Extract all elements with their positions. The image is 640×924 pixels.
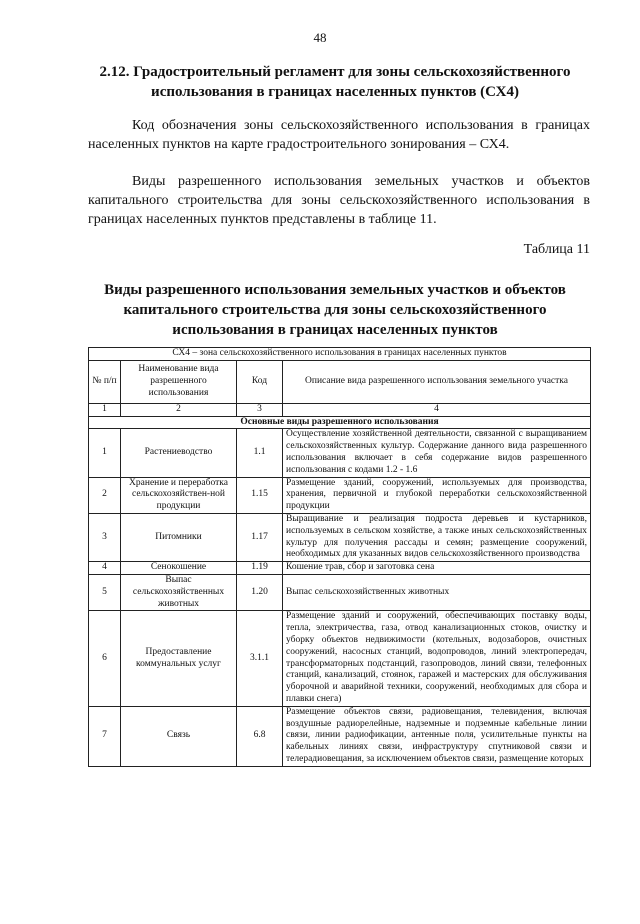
column-number: 1 [89, 403, 121, 416]
row-code: 6.8 [237, 706, 283, 766]
paragraph-allowed-uses: Виды разрешенного использования земельных участков и объектов капитального строительства для зоны сельскохозяйственного использования в границах населенных пунктов представлены в таблице 11. [88, 174, 590, 227]
row-num: 4 [89, 562, 121, 575]
row-code: 1.17 [237, 513, 283, 561]
table-row [89, 611, 591, 706]
table-row [89, 562, 591, 575]
row-code: 1.15 [237, 477, 283, 513]
row-desc: Осуществление хозяйственной деятельности, связанной с выращиванием сельскохозяйственных культур. Содержание данного вида разрешенного использования включает в себя содержание видов разрешенного использования с кодами 1.2 - 1.6 [283, 429, 591, 477]
table-header-row [89, 360, 591, 403]
table-row [89, 477, 591, 513]
zone-row [89, 348, 591, 361]
column-numbers-row [89, 403, 591, 416]
page-number: 48 [313, 30, 327, 45]
row-name: Сенокошение [121, 562, 237, 575]
row-name: Связь [121, 706, 237, 766]
row-desc: Размещение зданий и сооружений, обеспечивающих поставку воды, тепла, электричества, газа, отвод канализационных стоков, очистку и уборку объектов недвижимости (котельных, водозаборов, очистных сооружений, насосных станций, водопроводов, линий электропередач, трансформаторных подстанций, газопроводов, линий связи, телефонных станций, канализаций, стоянок, гаражей и мастерских для обслуживания уборочной и аварийной техники, сооружений, необходимых для сбора и плавки снега) [283, 611, 591, 706]
row-code: 3.1.1 [237, 611, 283, 706]
row-name: Питомники [121, 513, 237, 561]
row-num: 6 [89, 611, 121, 706]
header-num: № п/п [89, 360, 121, 403]
row-num: 1 [89, 429, 121, 477]
subheader-row [89, 416, 591, 429]
row-desc: Кошение трав, сбор и заготовка сена [283, 562, 591, 575]
column-number: 2 [121, 403, 237, 416]
zone-row-cell: СХ4 – зона сельскохозяйственного использования в границах населенных пунктов [89, 348, 591, 361]
row-code: 1.20 [237, 574, 283, 610]
subheader-cell: Основные виды разрешенного использования [89, 416, 591, 429]
row-desc: Размещение объектов связи, радиовещания, телевидения, включая воздушные радиорелейные, надземные и подземные кабельные линии связи, линии радиофикации, антенные поля, усилительные пункты на кабельных линиях связи, инфраструктуру спутниковой связи и телерадиовещания, за исключением объектов связи, размещение которых [283, 706, 591, 766]
row-num: 5 [89, 574, 121, 610]
row-desc: Выпас сельскохозяйственных животных [283, 574, 591, 610]
header-name: Наименование вида разрешенного использования [121, 360, 237, 403]
row-name: Хранение и переработка сельскохозяйствен-ной продукции [121, 477, 237, 513]
row-num: 3 [89, 513, 121, 561]
regulations-table [88, 347, 591, 767]
paragraph-zone-code: Код обозначения зоны сельскохозяйственного использования в границах населенных пунктов на карте градостроительного зонирования – СХ4. [88, 118, 590, 152]
header-desc: Описание вида разрешенного использования земельного участка [283, 360, 591, 403]
row-num: 2 [89, 477, 121, 513]
row-desc: Размещение зданий, сооружений, используемых для производства, хранения, первичной и глубокой переработки сельскохозяйственной продукции [283, 477, 591, 513]
row-desc: Выращивание и реализация подроста деревьев и кустарников, используемых в сельском хозяйстве, а также иных сельскохозяйственных культур для получения рассады и семян; размещение сооружений, необходимых для указанных видов сельскохозяйственного производства [283, 513, 591, 561]
column-number: 3 [237, 403, 283, 416]
table-row [89, 706, 591, 766]
row-name: Растениеводство [121, 429, 237, 477]
table-row [89, 429, 591, 477]
table-row [89, 574, 591, 610]
section-heading: 2.12. Градостроительный регламент для зоны сельскохозяйственного использования в границах населенных пунктов (СХ4) [99, 64, 571, 100]
row-num: 7 [89, 706, 121, 766]
row-code: 1.19 [237, 562, 283, 575]
column-number: 4 [283, 403, 591, 416]
table-row [89, 513, 591, 561]
table-title: Виды разрешенного использования земельных участков и объектов капитального строительства для зоны сельскохозяйственного использования в границах населенных пунктов [104, 282, 566, 338]
row-name: Предоставление коммунальных услуг [121, 611, 237, 706]
table-label: Таблица 11 [523, 242, 590, 257]
row-code: 1.1 [237, 429, 283, 477]
header-code: Код [237, 360, 283, 403]
row-name: Выпас сельскохозяйственных животных [121, 574, 237, 610]
